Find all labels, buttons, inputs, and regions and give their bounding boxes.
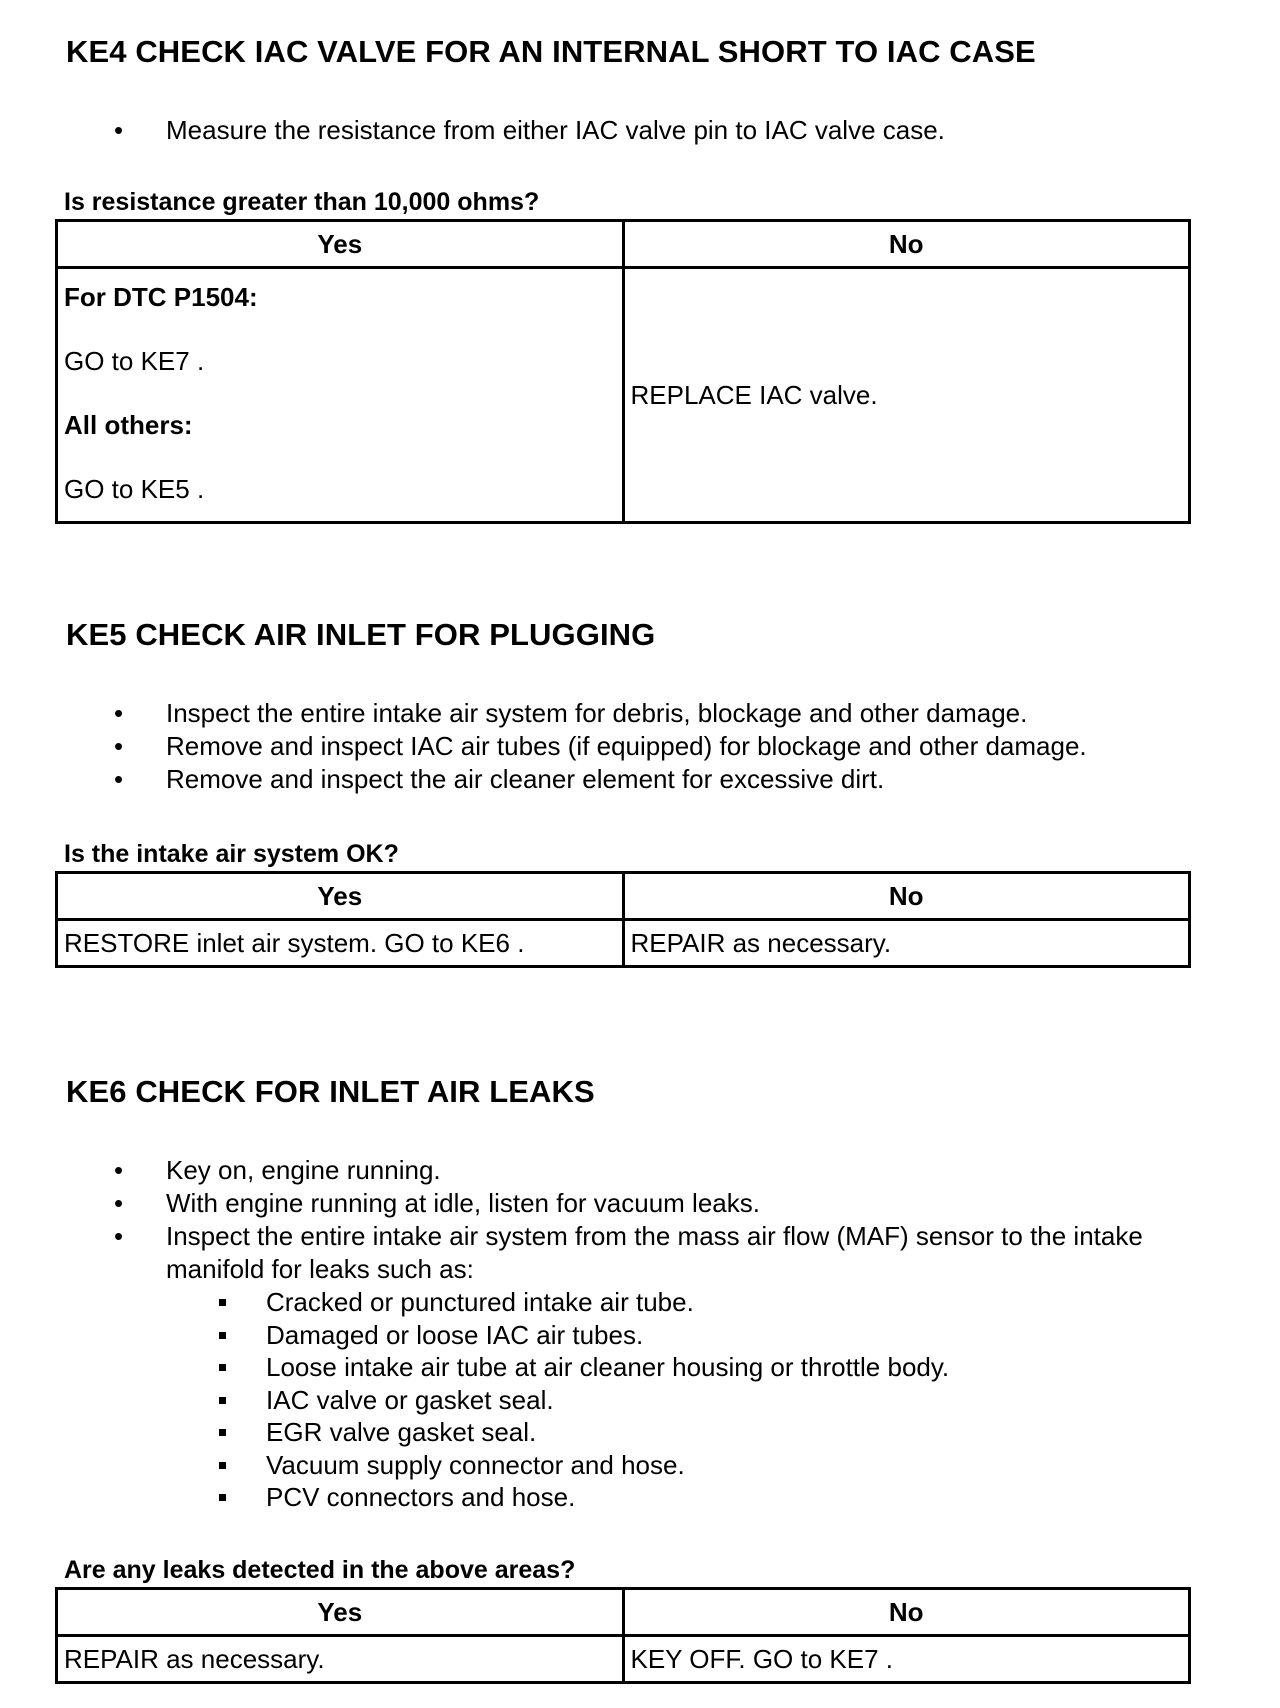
no-header: No — [623, 221, 1190, 268]
no-header: No — [623, 873, 1190, 920]
yes-header: Yes — [57, 1589, 624, 1636]
ke6-no-cell: KEY OFF. GO to KE7 . — [623, 1636, 1190, 1683]
ke4-yes-action-others: GO to KE5 . — [64, 474, 205, 504]
ke5-title: KE5 CHECK AIR INLET FOR PLUGGING — [66, 617, 656, 652]
list-item: • Remove and inspect the air cleaner element for excessive dirt. — [0, 763, 1087, 796]
list-item — [0, 1220, 1231, 1514]
ke4-question: Is resistance greater than 10,000 ohms? — [64, 188, 540, 216]
sub-list-item: EGR valve gasket seal. — [0, 1416, 1231, 1449]
sub-list-item: Damaged or loose IAC air tubes. — [0, 1319, 1231, 1352]
ke4-yes-label-others: All others: — [64, 410, 193, 440]
no-header: No — [623, 1589, 1190, 1636]
ke6-step-text: Inspect the entire intake air system from the mass air flow (MAF) sensor to the intake manifold for leaks such as: — [166, 1221, 1143, 1284]
sub-list-item: PCV connectors and hose. — [0, 1481, 1231, 1514]
ke6-title: KE6 CHECK FOR INLET AIR LEAKS — [66, 1074, 595, 1109]
list-item: • Key on, engine running. — [0, 1154, 1231, 1187]
ke4-yes-action-dtc: GO to KE7 . — [64, 346, 205, 376]
list-item: • With engine running at idle, listen for vacuum leaks. — [0, 1187, 1231, 1220]
ke6-yes-cell: REPAIR as necessary. — [57, 1636, 624, 1683]
ke6-answer-table — [55, 1587, 1191, 1684]
ke6-question: Are any leaks detected in the above areas? — [64, 1556, 576, 1584]
ke4-steps — [0, 114, 945, 147]
ke4-yes-cell — [57, 268, 624, 523]
ke5-answer-table — [55, 871, 1191, 968]
ke4-answer-table — [55, 219, 1191, 524]
ke5-yes-cell: RESTORE inlet air system. GO to KE6 . — [57, 920, 624, 967]
ke6-sub-steps — [166, 1286, 1231, 1514]
ke5-question: Is the intake air system OK? — [64, 840, 399, 868]
ke4-yes-label-dtc: For DTC P1504: — [64, 282, 258, 312]
list-item: • Measure the resistance from either IAC valve pin to IAC valve case. — [0, 114, 945, 147]
sub-list-item: Cracked or punctured intake air tube. — [0, 1286, 1231, 1319]
list-item: • Inspect the entire intake air system for debris, blockage and other damage. — [0, 697, 1087, 730]
ke6-steps — [0, 1154, 1231, 1514]
sub-list-item: Loose intake air tube at air cleaner housing or throttle body. — [0, 1351, 1231, 1384]
yes-header: Yes — [57, 221, 624, 268]
ke5-steps — [0, 697, 1087, 796]
ke4-no-cell: REPLACE IAC valve. — [623, 268, 1190, 523]
ke5-no-cell: REPAIR as necessary. — [623, 920, 1190, 967]
ke4-title: KE4 CHECK IAC VALVE FOR AN INTERNAL SHORT TO IAC CASE — [66, 34, 1036, 69]
sub-list-item: IAC valve or gasket seal. — [0, 1384, 1231, 1417]
sub-list-item: Vacuum supply connector and hose. — [0, 1449, 1231, 1482]
yes-header: Yes — [57, 873, 624, 920]
list-item: • Remove and inspect IAC air tubes (if equipped) for blockage and other damage. — [0, 730, 1087, 763]
